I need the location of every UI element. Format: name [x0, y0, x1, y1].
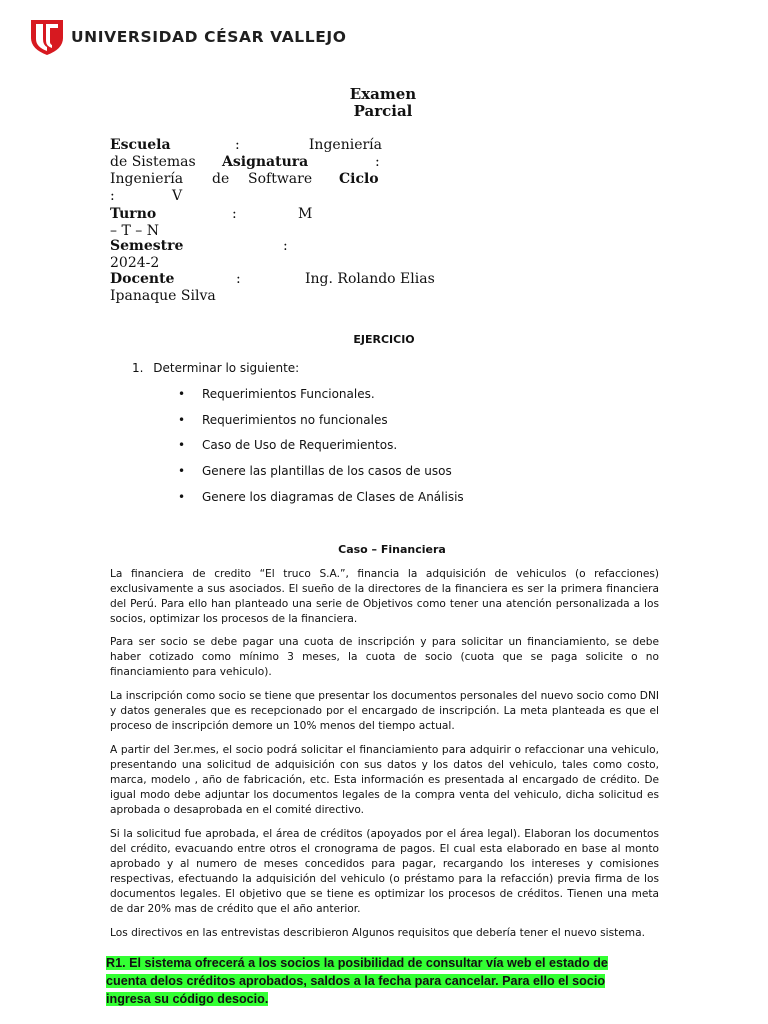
university-name: UNIVERSIDAD CÉSAR VALLEJO	[71, 28, 347, 46]
highlighted-requirement-text: R1. El sistema ofrecerá a los socios la posibilidad de consultar vía web el estado de cuenta delos créditos aprobados, saldos a la fecha para cancelar. Para ello el socio ingresa su código desocio.	[106, 956, 608, 1006]
asignatura-value: Ingeniería	[110, 171, 184, 187]
list-item-text: Requerimientos no funcionales	[202, 413, 388, 427]
escuela-value: Ingeniería	[308, 137, 382, 153]
bullet-icon: •	[178, 438, 186, 452]
list-item	[178, 464, 452, 478]
escuela-label: Escuela	[110, 137, 171, 153]
turno-label: Turno	[110, 206, 157, 222]
asignatura-colon: :	[375, 154, 380, 170]
task-number: 1.	[132, 361, 144, 375]
turno-colon: :	[232, 206, 237, 222]
list-item-text: Genere los diagramas de Clases de Análisis	[202, 490, 464, 504]
meta-docente-block	[110, 271, 450, 305]
exam-title-line1: Examen	[349, 85, 417, 103]
exam-title-line2: Parcial	[353, 102, 413, 120]
ciclo-value: V	[172, 188, 183, 204]
docente-value: Ing. Rolando Elias	[305, 271, 435, 287]
case-paragraph: A partir del 3er.mes, el socio podrá solicitar el financiamiento para adquirir o refaccionar una vehiculo, presentando una solicitud de adquisición con sus datos y los datos del vehiculo, tales como costo, marca, modelo , año de fabricación, etc. Esta información es presentada al encargado de crédito. De igual modo debe adjuntar los documentos legales de la compra venta del vehiculo, dicha solicitud es aprobada o desaprobada en el comité directivo.	[110, 744, 659, 816]
university-logo	[30, 18, 347, 56]
bullet-icon: •	[178, 464, 186, 478]
meta-turno-block	[110, 206, 450, 240]
case-paragraph: La inscripción como socio se tiene que presentar los documentos personales del nuevo socio como DNI y datos generales que es recepcionado por el encargado de inscripción. La meta planteada es que el proceso de inscripción demore un 10% menos del tiempo actual.	[110, 690, 659, 732]
docente-value-cont: Ipanaque Silva	[110, 288, 216, 304]
docente-colon: :	[236, 271, 241, 287]
escuela-colon: :	[235, 137, 240, 153]
exam-title	[300, 86, 466, 120]
list-item	[178, 490, 464, 504]
meta-semestre-block	[110, 238, 450, 272]
semestre-value: 2024-2	[110, 255, 160, 271]
ciclo-colon: :	[110, 188, 115, 204]
docente-label: Docente	[110, 271, 175, 287]
list-item-text: Caso de Uso de Requerimientos.	[202, 438, 398, 452]
ciclo-label: Ciclo	[339, 171, 379, 187]
bullet-icon: •	[178, 413, 186, 427]
bullet-icon: •	[178, 490, 186, 504]
escuela-value-cont: de Sistemas	[110, 154, 196, 170]
turno-value-cont: – T – N	[110, 223, 159, 239]
case-paragraph: Los directivos en las entrevistas describieron Algunos requisitos que debería tener el nuevo sistema.	[110, 927, 645, 939]
semestre-colon: :	[283, 238, 288, 254]
asignatura-label: Asignatura	[222, 154, 309, 170]
asignatura-value-software: Software	[248, 171, 313, 187]
list-item-text: Requerimientos Funcionales.	[202, 387, 375, 401]
turno-value: M	[298, 206, 313, 222]
case-paragraph: Si la solicitud fue aprobada, el área de créditos (apoyados por el área legal). Elaboran los documentos del crédito, evacuando entre otros el cronograma de pagos. El cual esta elaborado en base al monto aprobado y al numero de meses concedidos para pagar, recargando los intereses y comisiones respectivas, efectuando la adquisición del vehiculo (o préstamo para la refacción) previa firma de los documentos legales. El objetivo que se tiene es optimizar los procesos de créditos. Tienen una meta de dar 20% mas de crédito que el año anterior.	[110, 828, 659, 915]
meta-escuela-block	[110, 137, 450, 205]
list-item	[178, 438, 397, 452]
list-item	[178, 387, 375, 401]
list-item	[178, 413, 388, 427]
case-paragraph: La financiera de credito “El truco S.A.”, financia la adquisición de vehiculos (o refacciones) exclusivamente a sus asociados. El sueño de la directores de la financiera es ser la primera financiera del Perú. Para ello han planteado una serie de Objetivos como tener una atención personalizada a los socios, optimizar los procesos de la financiera.	[110, 568, 659, 625]
task-text: Determinar lo siguiente:	[153, 361, 300, 375]
exercise-heading: EJERCICIO	[353, 333, 415, 346]
case-paragraph: Para ser socio se debe pagar una cuota de inscripción y para solicitar un financiamiento, se debe haber cotizado como mínimo 3 meses, la cuota de socio (cuota que se paga solicite o no financiamiento para vehiculo).	[110, 636, 659, 678]
semestre-label: Semestre	[110, 238, 184, 254]
case-heading: Caso – Financiera	[338, 543, 446, 556]
bullet-icon: •	[178, 387, 186, 401]
list-item-text: Genere las plantillas de los casos de usos	[202, 464, 452, 478]
task-item	[132, 361, 299, 375]
highlighted-requirement	[106, 954, 621, 1008]
asignatura-value-de: de	[212, 171, 230, 187]
shield-logo-icon	[30, 18, 64, 56]
